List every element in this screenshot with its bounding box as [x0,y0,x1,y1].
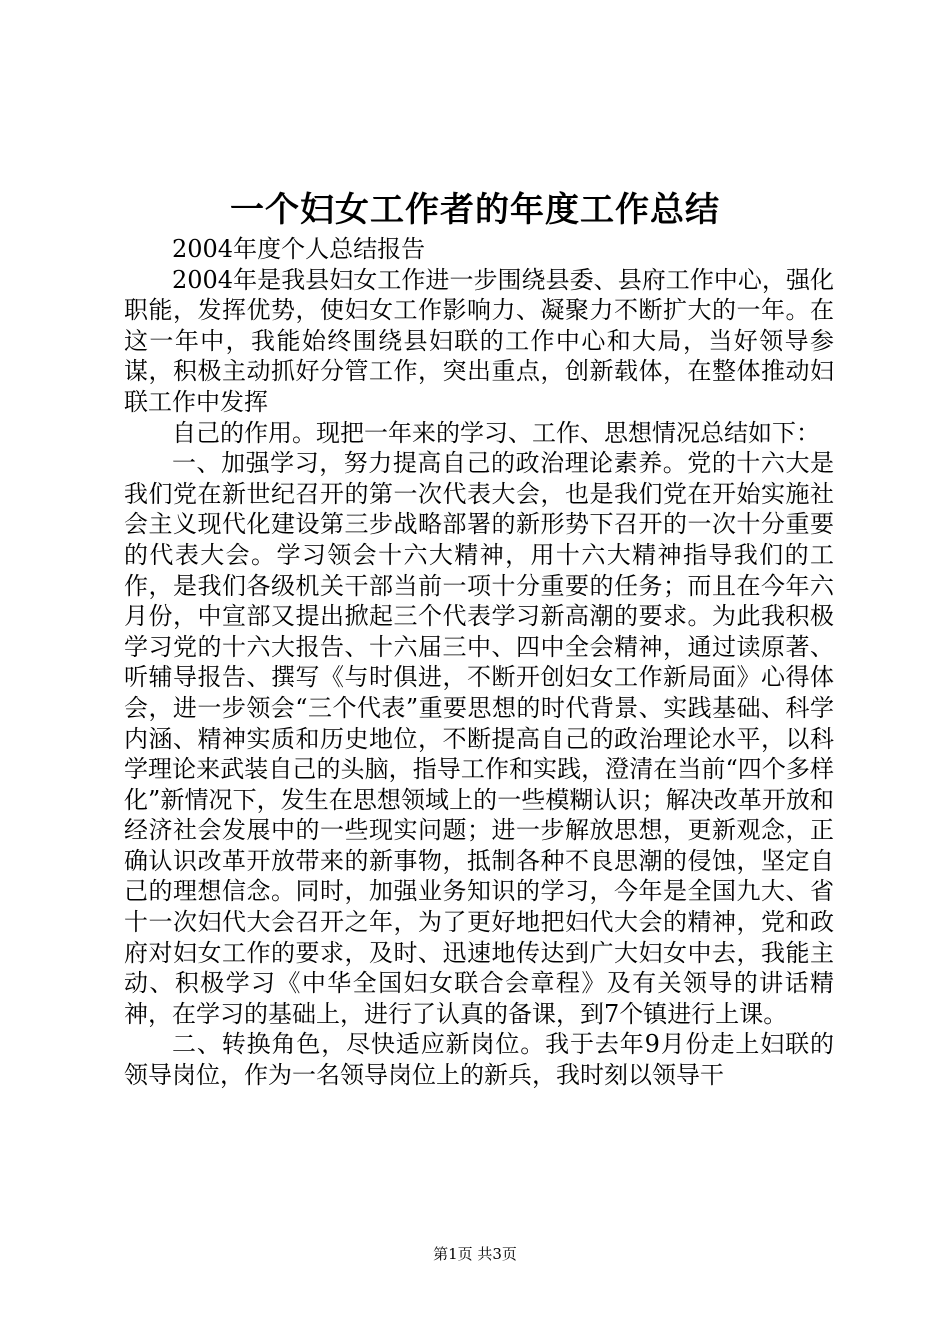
document-body [124,234,834,1091]
paragraph-subtitle: 2004年度个人总结报告 [172,235,426,263]
paragraph-intro: 2004年是我县妇女工作进一步围绕县委、县府工作中心，强化职能，发挥优势，使妇女工作影响力、凝聚力不断扩大的一年。在这一年中，我能始终围绕县妇联的工作中心和大局，当好领导参谋，积极主动抓好分管工作，突出重点，创新载体，在整体推动妇联工作中发挥 [124,265,834,416]
paragraph-section-two: 二、转换角色，尽快适应新岗位。我于去年9月份走上妇联的领导岗位，作为一名领导岗位上的新兵，我时刻以领导干 [124,1030,834,1090]
paragraph-section-one: 一、加强学习，努力提高自己的政治理论素养。党的十六大是我们党在新世纪召开的第一次代表大会，也是我们党在开始实施社会主义现代化建设第三步战略部署的新形势下召开的一次十分重要的代表大会。学习领会十六大精神，用十六大精神指导我们的工作，是我们各级机关干部当前一项十分重要的任务；而且在今年六月份，中宣部又提出掀起三个代表学习新高潮的要求。为此我积极学习党的十六大报告、十六届三中、四中全会精神，通过读原著、听辅导报告、撰写《与时俱进，不断开创妇女工作新局面》心得体会，进一步领会“三个代表”重要思想的时代背景、实践基础、科学内涵、精神实质和历史地位，不断提高自己的政治理论水平，以科学理论来武装自己的头脑，指导工作和实践，澄清在当前“四个多样化”新情况下，发生在思想领域上的一些模糊认识；解决改革开放和经济社会发展中的一些现实问题；进一步解放思想，更新观念，正确认识改革开放带来的新事物，抵制各种不良思潮的侵蚀，坚定自己的理想信念。同时，加强业务知识的学习，今年是全国九大、省十一次妇代大会召开之年，为了更好地把妇代大会的精神，党和政府对妇女工作的要求，及时、迅速地传达到广大妇女中去，我能主动、积极学习《中华全国妇女联合会章程》及有关领导的讲话精神，在学习的基础上，进行了认真的备课，到7个镇进行上课。 [124,449,834,1028]
document-title: 一个妇女工作者的年度工作总结 [230,190,720,230]
page-number-footer: 第1页 共3页 [433,1245,517,1263]
paragraph-intro-continued: 自己的作用。现把一年来的学习、工作、思想情况总结如下： [172,418,820,447]
